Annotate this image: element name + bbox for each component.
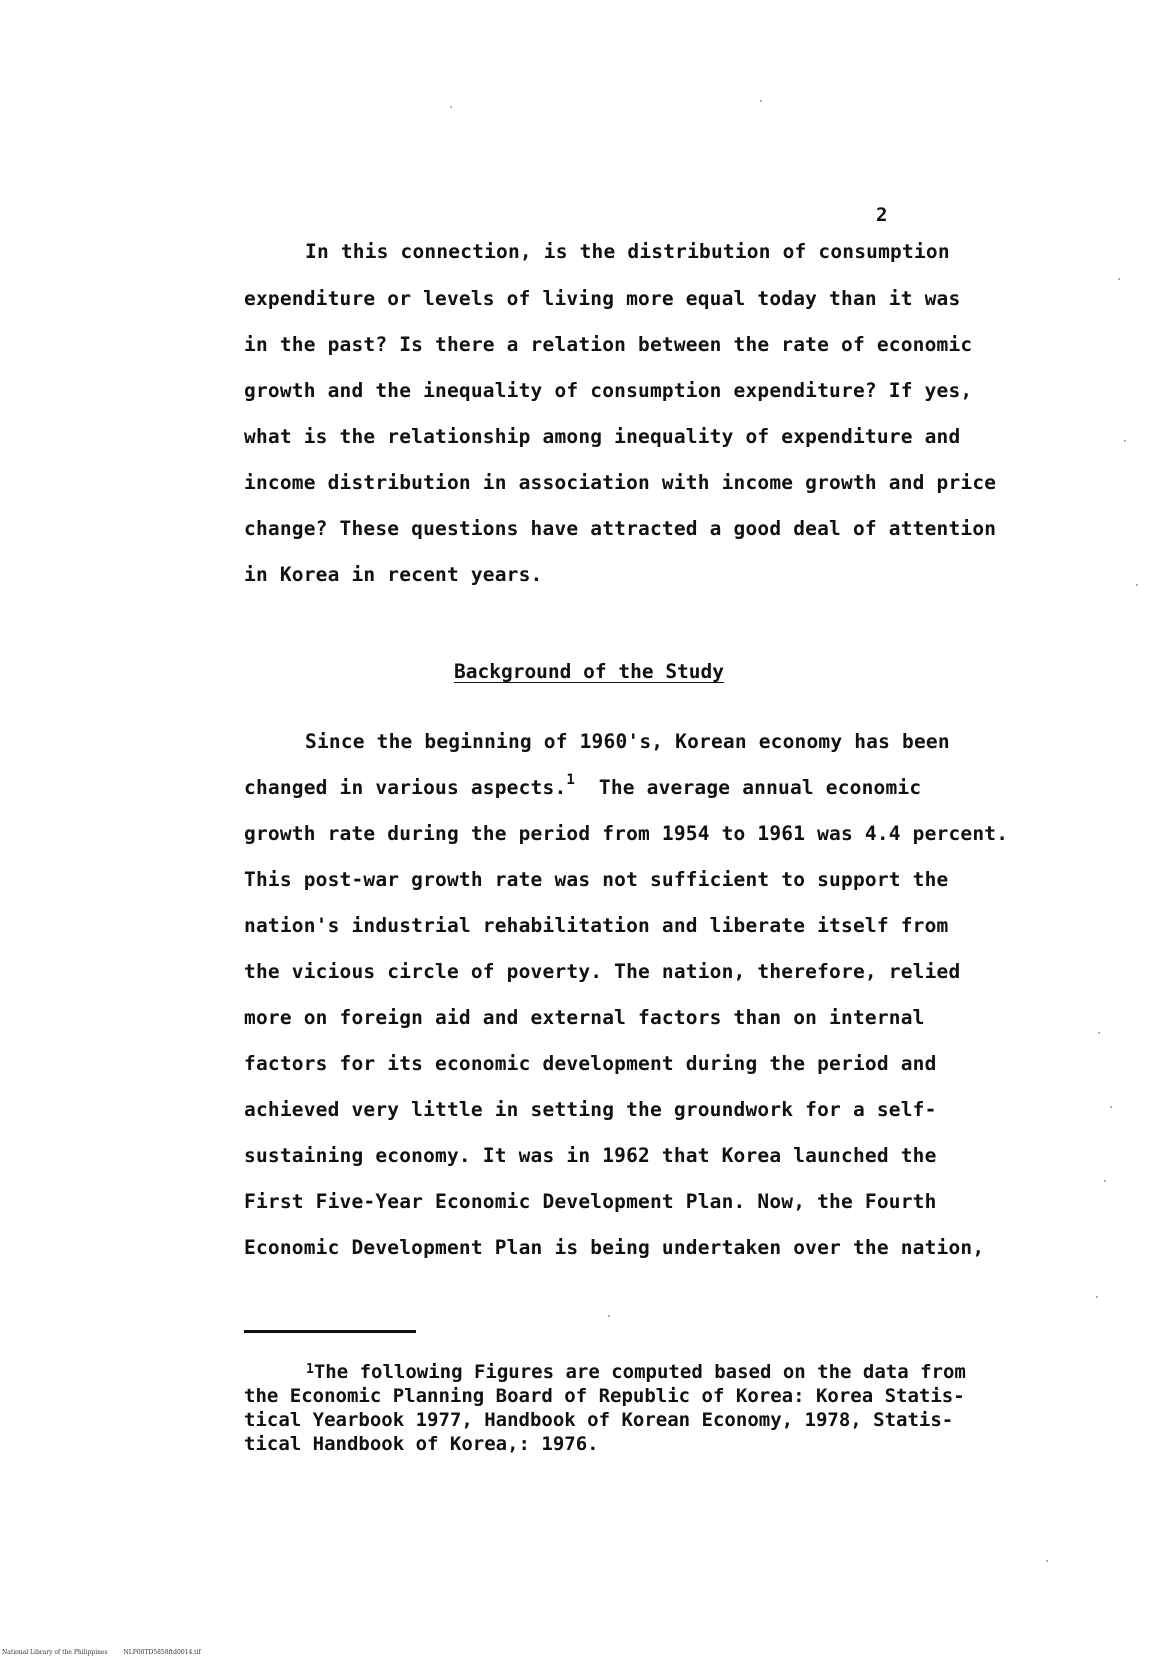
archive-library-name: National Library of the Philippines (2, 1649, 108, 1656)
intro-line-3: in the past? Is there a relation between the rate of economic (244, 333, 973, 356)
footnote-line-2: the Economic Planning Board of Republic of Korea: Korea Statis- (244, 1385, 965, 1407)
body-line-2-end: The average annual economic (575, 776, 922, 799)
footnote-marker: 1 (306, 1362, 314, 1377)
intro-line-8: in Korea in recent years. (244, 563, 543, 586)
body-line-2-start: changed in various aspects. (244, 776, 567, 799)
archive-footer (2, 1649, 215, 1656)
scan-speck (1118, 278, 1120, 280)
body-line-9: achieved very little in setting the groundwork for a self- (244, 1098, 937, 1121)
body-line-11: First Five-Year Economic Development Plan. Now, the Fourth (244, 1190, 937, 1213)
intro-line-5: what is the relationship among inequality of expenditure and (244, 425, 961, 448)
body-line-10: sustaining economy. It was in 1962 that Korea launched the (244, 1144, 937, 1167)
body-line-8: factors for its economic development during the period and (244, 1052, 937, 1075)
body-line-12: Economic Development Plan is being undertaken over the nation, (244, 1236, 985, 1259)
archive-file-id: NLP00TD5858ftd0014.tif (123, 1649, 201, 1656)
scan-speck (450, 106, 452, 108)
scan-speck (1104, 1180, 1106, 1182)
footnote-reference: 1 (566, 772, 576, 788)
intro-line-2: expenditure or levels of living more equal today than it was (244, 287, 961, 310)
body-line-7: more on foreign aid and external factors than on internal (244, 1006, 925, 1029)
intro-line-1: In this connection, is the distribution of consumption (305, 240, 950, 263)
footnote (244, 1360, 1024, 1456)
scan-speck (1124, 440, 1126, 442)
scan-speck (1096, 1296, 1098, 1298)
body-line-3: growth rate during the period from 1954 to 1961 was 4.4 percent. (244, 822, 1009, 845)
body-line-1: Since the beginning of 1960's, Korean economy has been (305, 730, 950, 753)
body-line-2 (244, 772, 922, 799)
intro-line-7: change? These questions have attracted a good deal of attention (244, 517, 997, 540)
intro-line-6: income distribution in association with income growth and price (244, 471, 997, 494)
scan-speck (1110, 1106, 1112, 1108)
scan-speck (1098, 1032, 1100, 1034)
footnote-line-1-text: The following Figures are computed based on the data from (313, 1361, 966, 1383)
scan-speck (1136, 584, 1138, 586)
scan-speck (1046, 1560, 1048, 1562)
scan-speck (608, 1315, 610, 1317)
footnote-line-4: tical Handbook of Korea,: 1976. (244, 1433, 599, 1455)
footnote-line-1 (244, 1360, 1024, 1384)
page-number: 2 (876, 204, 888, 226)
body-line-4: This post-war growth rate was not sufficient to support the (244, 868, 949, 891)
scan-speck (760, 100, 762, 102)
body-line-5: nation's industrial rehabilitation and liberate itself from (244, 914, 949, 937)
footnote-line-3: tical Yearbook 1977, Handbook of Korean Economy, 1978, Statis- (244, 1409, 954, 1431)
intro-line-4: growth and the inequality of consumption expenditure? If yes, (244, 379, 973, 402)
section-heading: Background of the Study (454, 660, 725, 683)
footnote-rule (244, 1330, 416, 1333)
body-line-6: the vicious circle of poverty. The nation, therefore, relied (244, 960, 961, 983)
